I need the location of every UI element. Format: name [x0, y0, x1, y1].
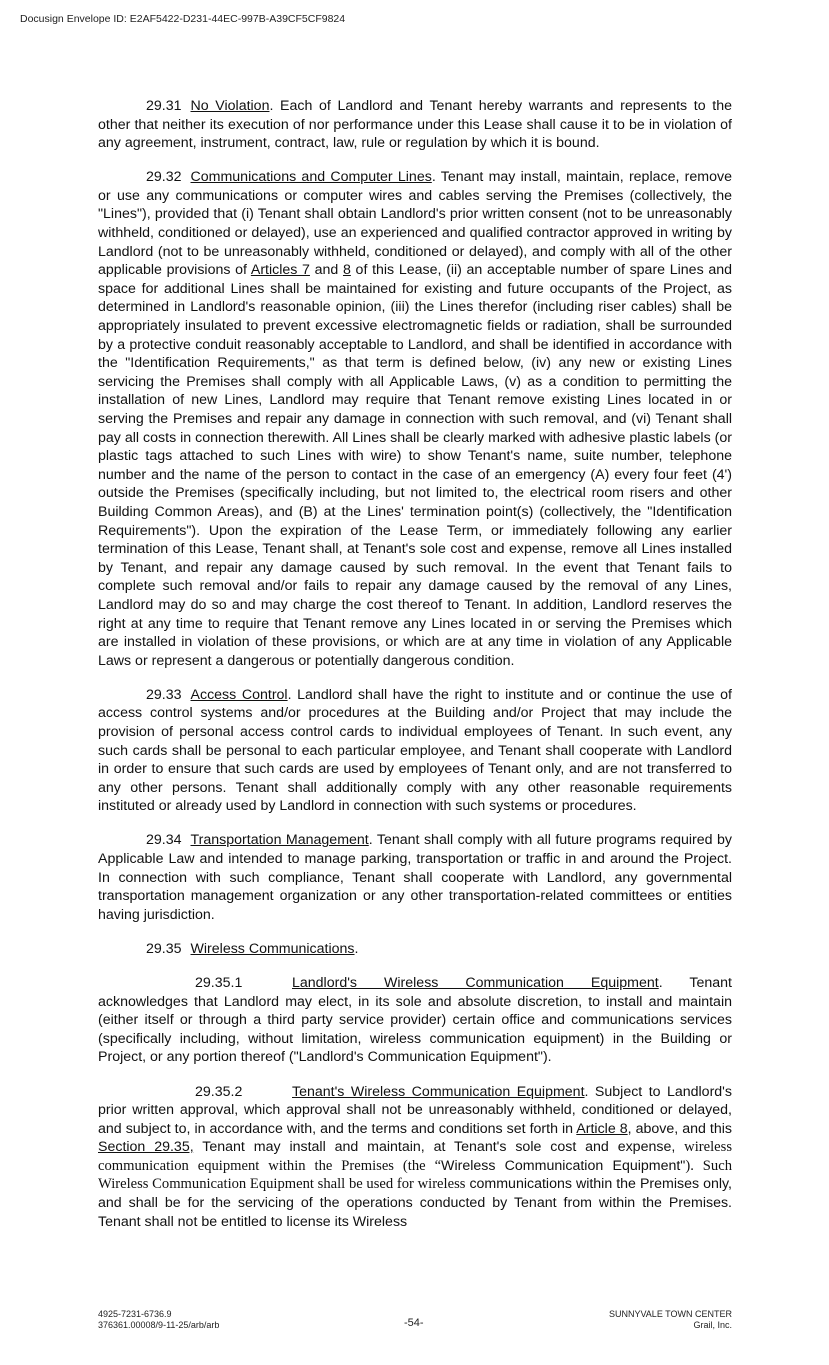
section-29-31 [98, 97, 732, 153]
section-text: and [309, 262, 343, 279]
section-29-34 [98, 831, 732, 924]
section-title: Communications and Computer Lines [190, 169, 432, 186]
page-number: -54- [404, 1317, 424, 1329]
section-29-35-2 [98, 1083, 732, 1232]
lease-body [98, 97, 732, 1247]
section-29-33 [98, 686, 732, 816]
section-title: Landlord's Wireless Communication Equipment [292, 975, 659, 992]
section-title: Access Control [190, 686, 288, 703]
footer-property-name: SUNNYVALE TOWN CENTER [608, 1309, 732, 1319]
footer-matter-number: 376361.00008/9-11-25/arb/arb [98, 1320, 220, 1330]
section-number: 29.35.2 [195, 1083, 243, 1100]
section-title: No Violation [190, 98, 270, 114]
section-text: communications within the Premises only, and shall be for the servicing of the operations conducted by Tenant from within the Premises. Tenant shall not be entitled to license its Wireless [98, 1176, 732, 1230]
section-29-32 [98, 168, 732, 670]
section-number: 29.35.1 [195, 975, 243, 992]
section-number: 29.34 [146, 832, 182, 849]
section-text: wireless communication equipment within the Premises (the “ [98, 1139, 732, 1174]
article-reference: Article 8 [576, 1120, 628, 1137]
section-text: . Tenant acknowledges that Landlord may elect, in its sole and absolute discretion, to install and maintain (either itself or through a third party service provider) certain office and communications services (specifically including, without limitation, wireless communication equipment) in the Building or Project, or any portion thereof ("Landlord's Communication Equipment"). [98, 975, 732, 1066]
section-reference: Section 29.35, [98, 1139, 194, 1156]
section-title: Tenant's Wireless Communication Equipment [292, 1083, 585, 1100]
section-text: . [354, 940, 359, 957]
section-text: . Each of Landlord and Tenant hereby warrants and represents to the other that neither its execution of nor performance under this Lease shall cause it to be in violation of any agreement, instrument, contract, law, rule or regulation by which it is bound. [98, 98, 732, 152]
section-text: . Subject to Landlord's prior written approval, which approval shall not be unreasonably withheld, conditioned or delayed, and subject to, in accordance with, and the terms and conditions set forth in [98, 1083, 732, 1137]
section-text: Tenant may install and maintain, at Tenant's sole cost and expense, [193, 1139, 685, 1156]
section-title: Wireless Communications [190, 940, 355, 957]
section-text: of this Lease, (ii) an acceptable number of spare Lines and space for additional Lines shall be maintained for existing and future occupants of the Project, as determined in Landlord's reasonable opinion, (iii) the Lines therefor (including riser cables) shall be appropriately insulated to prevent excessive electromagnetic fields or radiation, shall be surrounded by a protective conduit reasonably acceptable to Landlord, and shall be identified in accordance with the "Identification Requirements," as that term is defined below, (iv) any new or existing Lines servicing the Premises shall comply with all Applicable Laws, (v) as a condition to permitting the installation of new Lines, Landlord may require that Tenant remove existing Lines located in or serving the Premises and repair any damage in connection with such removal, and (vi) Tenant shall pay all costs in connection therewith. All Lines shall be clearly marked with adhesive plastic labels (or plastic tags attached to such Lines with wire) to show Tenant's name, suite number, telephone number and the name of the person to contact in the case of an emergency (A) every four feet (4') outside the Premises (specifically including, but not limited to, the electrical room risers and other Building Common Areas), and (B) at the Lines' termination point(s) (collectively, the "Identification Requirements"). Upon the expiration of the Lease Term, or immediately following any earlier termination of this Lease, Tenant shall, at Tenant's sole cost and expense, remove all Lines installed by Tenant, and repair any damage caused by such removal. In the event that Tenant fails to complete such removal and/or fails to repair any damage caused by the removal of any Lines, Landlord may do so and may charge the cost thereof to Tenant. In addition, Landlord reserves the right at any time to require that Tenant remove any Lines located in or serving the Premises which are installed in violation of these provisions, or which are at any time in violation of any Applicable Laws or represent a dangerous or potentially dangerous condition. [98, 262, 733, 669]
section-29-35 [98, 940, 732, 959]
footer-tenant-name: Grail, Inc. [693, 1320, 732, 1330]
envelope-id: Docusign Envelope ID: E2AF5422-D231-44EC-997B-A39CF5CF9824 [20, 13, 346, 25]
article-reference: 8 [342, 262, 351, 279]
section-text: . Tenant shall comply with all future programs required by Applicable Law and intended to manage parking, transportation or traffic in and around the Project. In connection with such compliance, Tenant shall cooperate with Landlord, any governmental transportation management organization or any other transportation-related committees or entities having jurisdiction. [98, 832, 732, 923]
section-number: 29.32 [146, 169, 182, 186]
section-text: ). Such Wireless Communication Equipment shall be used for wireless [98, 1157, 732, 1193]
section-number: 29.33 [146, 686, 182, 703]
section-text: Wireless Communication Equipment" [441, 1157, 686, 1174]
section-number: 29.35 [146, 940, 182, 957]
section-text: . Tenant may install, maintain, replace, remove or use any communications or computer wires and cables serving the Premises (collectively, the "Lines"), provided that (i) Tenant shall obtain Landlord's prior written consent (not to be unreasonably withheld, conditioned or delayed), use an experienced and qualified contractor approved in writing by Landlord (not to be unreasonably withheld, conditioned or delayed), and comply with all of the other applicable provisions of [98, 169, 732, 279]
section-number: 29.31 [146, 98, 182, 114]
article-reference: Articles 7 [250, 262, 310, 279]
section-29-35-1 [98, 974, 732, 1067]
section-text: , above, and this [627, 1120, 733, 1137]
footer-property [609, 1309, 732, 1331]
section-text: . Landlord shall have the right to institute and or continue the use of access control systems and/or procedures at the Building and/or Project that may include the provision of personal access control cards to individual employees of Tenant. In such event, any such cards shall be personal to each particular employee, and Tenant shall cooperate with Landlord in order to ensure that such cards are used by employees of Tenant only, and are not transferred to any other persons. Tenant shall additionally comply with any other reasonable requirements instituted or already used by Landlord in connection with such systems or procedures. [98, 686, 732, 815]
footer-doc-ids [98, 1309, 219, 1331]
section-title: Transportation Management [190, 832, 369, 849]
footer-doc-number: 4925-7231-6736.9 [98, 1309, 172, 1319]
